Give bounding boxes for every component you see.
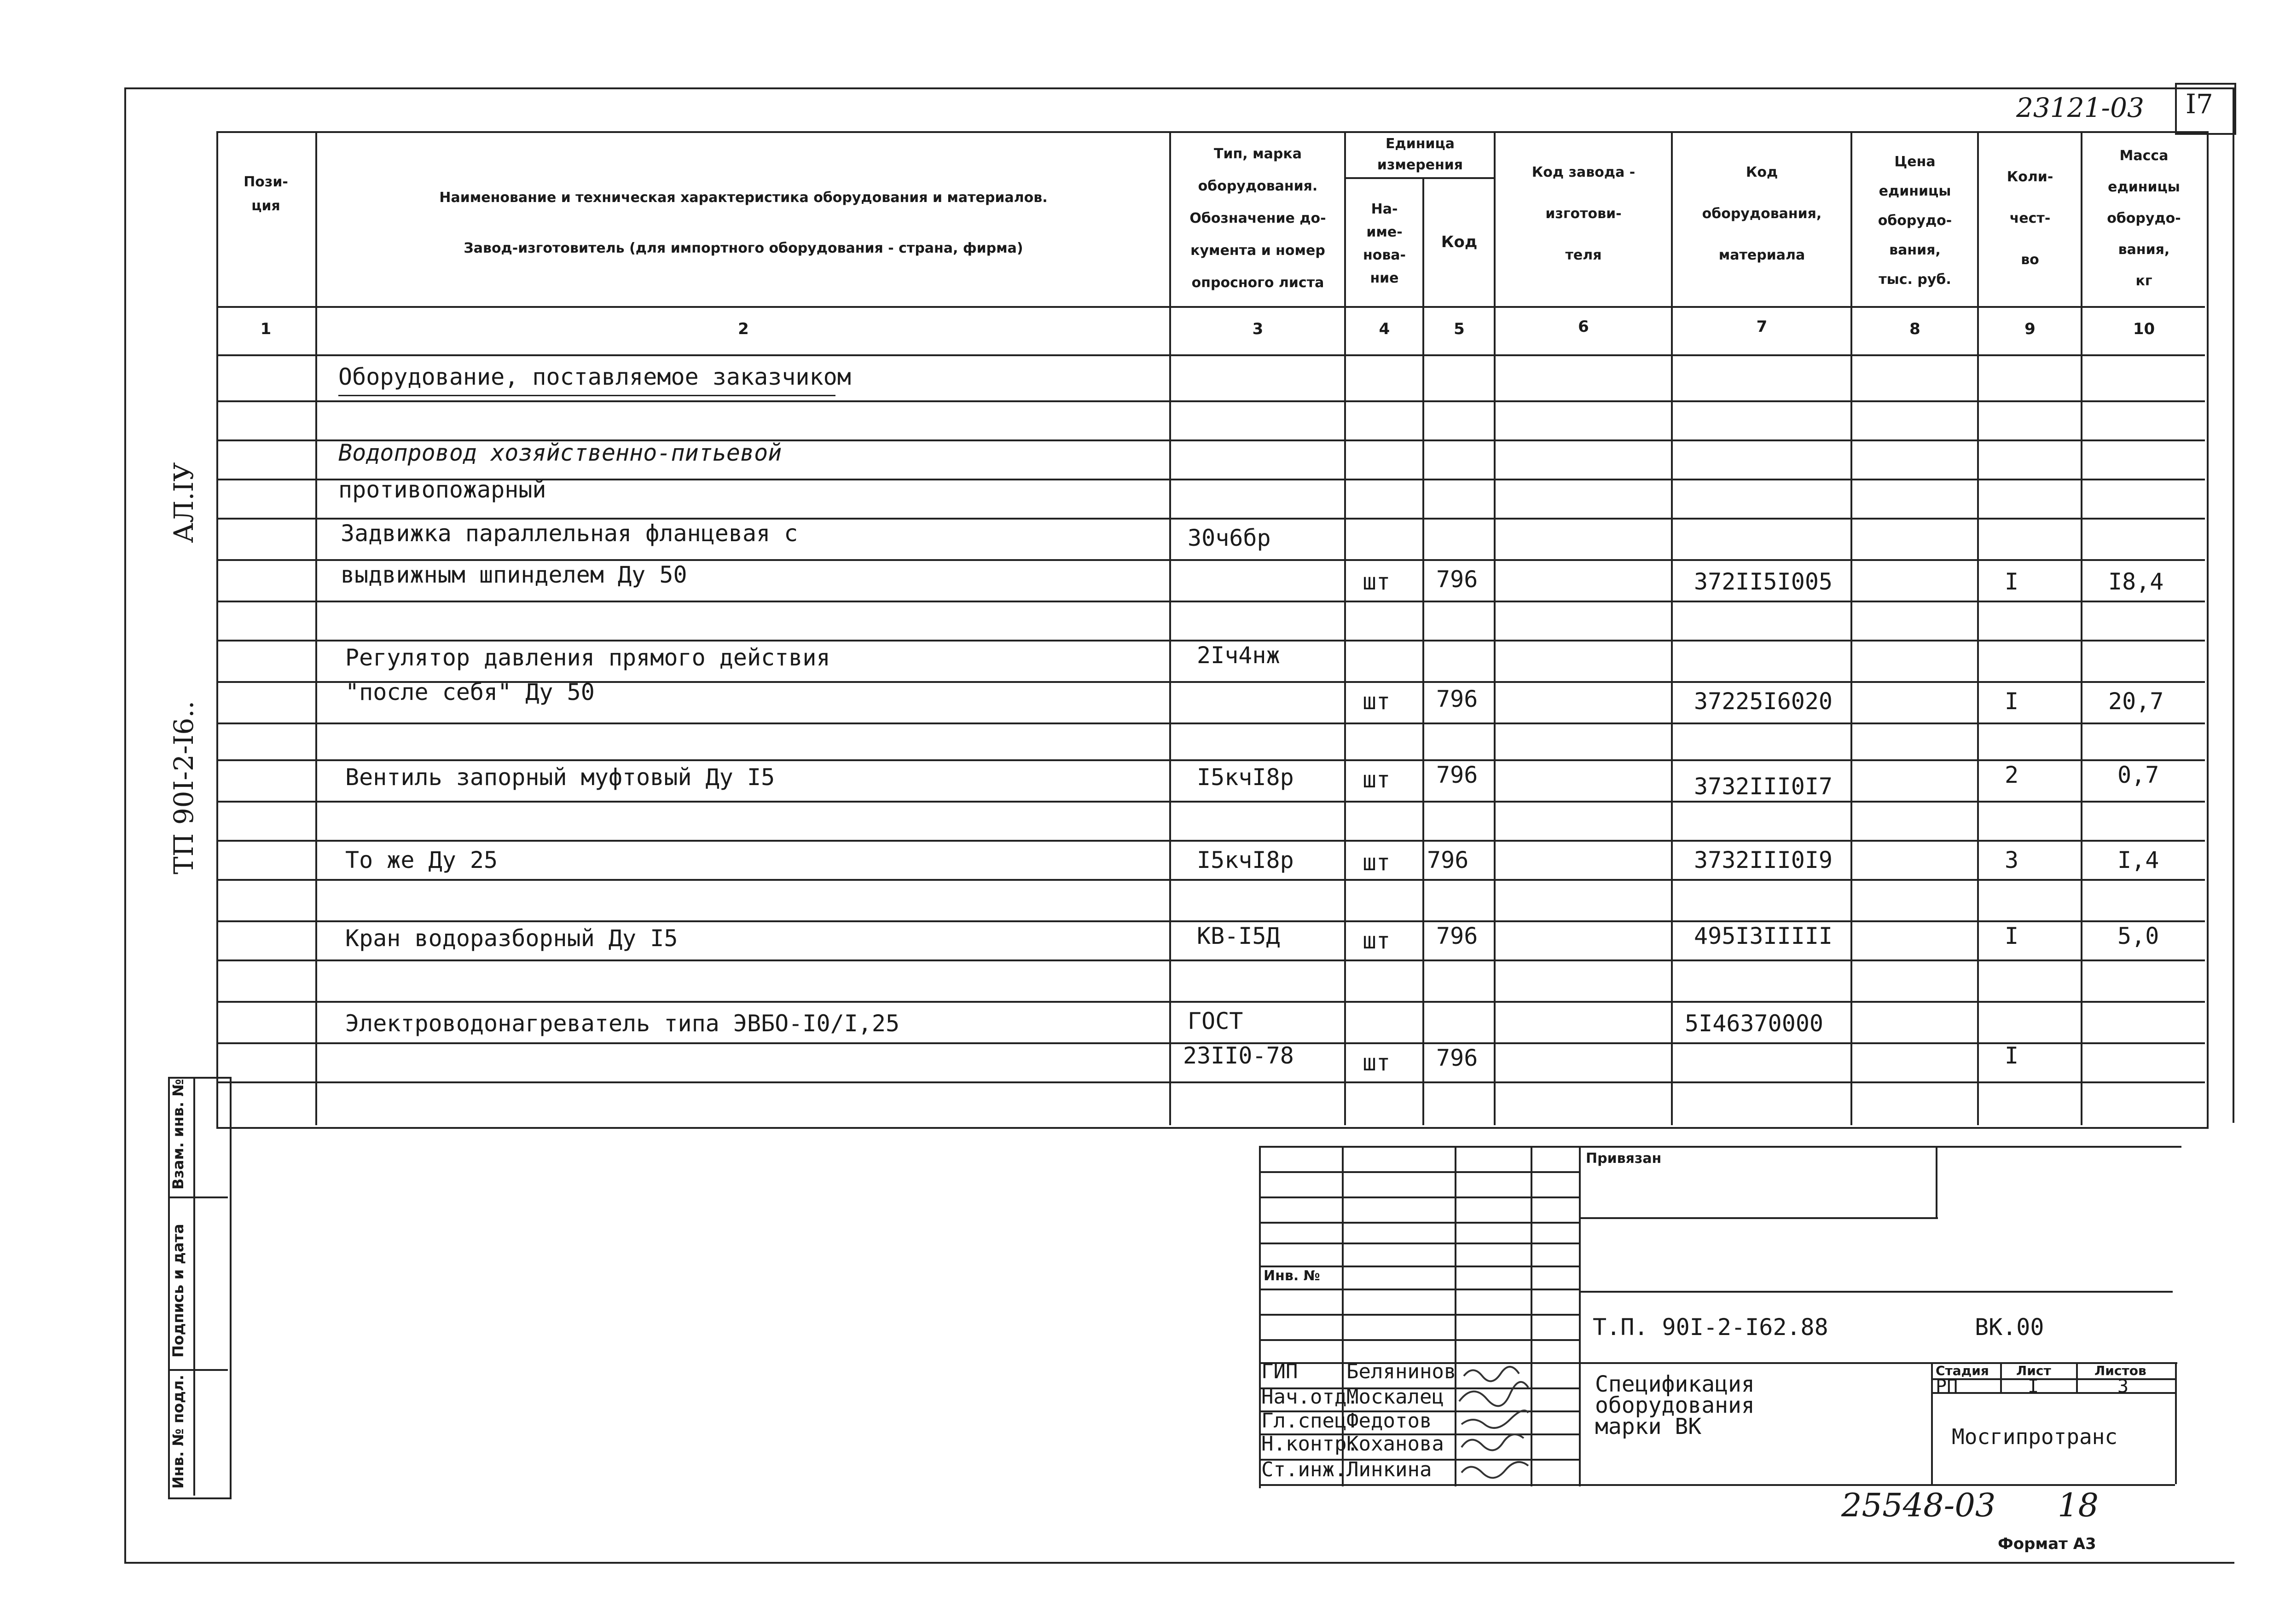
signer-role-2: Нач.отд. [1261, 1385, 1359, 1409]
item-type: 23II0-78 [1183, 1042, 1294, 1069]
item-unit-code: 796 [1436, 686, 1478, 712]
row-line-11 [216, 801, 2205, 803]
header-material-l3: материала [1718, 247, 1805, 263]
header-mass-l3: оборудо- [2107, 210, 2181, 226]
item-unit: шт [1363, 568, 1391, 595]
item-type: ГОСТ [1188, 1008, 1243, 1035]
item-material-code: 3732III0I7 [1694, 773, 1833, 800]
tb-col-4 [1579, 1146, 1581, 1486]
col-line-7 [1850, 131, 1852, 1125]
side-project: ТП 90I-2-I6.. [168, 700, 199, 874]
header-type-l2: оборудования. [1198, 178, 1318, 194]
organization: Мосгипротранс [1952, 1424, 2118, 1449]
item-unit-code: 796 [1436, 762, 1478, 788]
signer-name-2: Москалец [1346, 1385, 1444, 1409]
header-price [1853, 147, 1977, 295]
header-unit-name-l1: На- [1371, 201, 1398, 217]
item-qty: I [2005, 568, 2019, 595]
tb-stage-right [2175, 1362, 2177, 1484]
designation: Т.П. 90I-2-I62.88 [1593, 1314, 1828, 1341]
signer-name-1: Белянинов [1346, 1360, 1456, 1383]
col-line-9 [2081, 131, 2082, 1125]
item-name: Регулятор давления прямого действия [345, 644, 830, 671]
tb-stage-bottom [1931, 1392, 2175, 1394]
item-material-code: 37225I6020 [1694, 688, 1833, 715]
header-mass-l4: вания, [2118, 242, 2170, 258]
tb-right-vsplit [1936, 1146, 1937, 1217]
signer-role-3: Гл.спец. [1261, 1409, 1359, 1433]
header-type-l3: Обозначение до- [1189, 210, 1326, 226]
tb-row-4 [1259, 1243, 1579, 1244]
header-type-l4: кумента и номер [1190, 243, 1325, 259]
sheet-number: I7 [2186, 88, 2213, 120]
doc-title-l3: марки ВК [1595, 1414, 1702, 1439]
unit-header-divider [1344, 177, 1494, 179]
item-mass: 0,7 [2117, 762, 2159, 788]
tb-right-line-2 [1579, 1291, 2173, 1293]
header-material-code [1673, 152, 1850, 276]
row-line-18 [216, 1081, 2205, 1083]
item-qty: I [2005, 1042, 2019, 1069]
header-price-l4: вания, [1889, 242, 1941, 258]
col-line-6 [1671, 131, 1673, 1125]
item-type: I5кчI8р [1197, 764, 1294, 791]
header-maker-l2: изготови- [1545, 206, 1622, 222]
header-qty-l3: во [2021, 252, 2039, 268]
colnum-2: 2 [738, 320, 749, 338]
signer-role-4: Н.контр. [1261, 1432, 1359, 1456]
header-mass-l2: единицы [2108, 179, 2180, 195]
tb-row-5 [1259, 1266, 1579, 1267]
header-position-l2: ция [251, 198, 280, 214]
signer-name-3: Федотов [1346, 1409, 1432, 1433]
header-name-l1: Наименование и техническая характеристика оборудования и материалов. [439, 190, 1048, 206]
item-material-code: 5I46370000 [1685, 1010, 1824, 1037]
colnum-8: 8 [1909, 320, 1920, 338]
item-name: "после себя" Ду 50 [345, 679, 595, 705]
header-type [1172, 138, 1344, 299]
row-line-15 [216, 959, 2205, 961]
colnum-1: 1 [260, 320, 272, 338]
header-qty [1979, 156, 2081, 281]
tb-row-1 [1259, 1171, 1579, 1173]
item-unit-code: 796 [1427, 847, 1469, 873]
signatures [1455, 1362, 1533, 1484]
header-mass-l1: Масса [2119, 148, 2169, 164]
sheet-label: Лист [2016, 1363, 2051, 1378]
colnum-4: 4 [1379, 320, 1390, 338]
header-position-l1: Пози- [244, 174, 288, 190]
header-price-l2: единицы [1879, 183, 1951, 199]
left-margin-inv-orig: Инв. № подл. [169, 1375, 187, 1489]
colnum-7: 7 [1756, 318, 1768, 336]
page-number: 18 [2058, 1486, 2099, 1524]
header-qty-l2: чест- [2009, 210, 2051, 226]
item-mass: I,4 [2117, 847, 2159, 873]
left-margin-line-2 [168, 1369, 228, 1371]
header-bottom [216, 306, 2205, 308]
header-type-l1: Тип, марка [1214, 146, 1302, 162]
tb-row-2 [1259, 1196, 1579, 1198]
item-name: То же Ду 25 [345, 847, 498, 873]
subsection-title: Водопровод хозяйственно-питьевой [338, 439, 782, 466]
item-qty: I [2005, 923, 2019, 949]
item-name: выдвижным шпинделем Ду 50 [341, 561, 687, 588]
stamp-number: 25548-03 [1841, 1486, 1996, 1524]
left-margin-replace-inv: Взам. инв. № [169, 1079, 187, 1190]
header-price-l1: Цена [1894, 154, 1936, 170]
subsection-title-cont: противопожарный [338, 476, 546, 503]
header-price-l5: тыс. руб. [1879, 272, 1951, 288]
item-mass: I8,4 [2108, 568, 2164, 595]
tb-stage-left [1931, 1362, 1933, 1484]
header-unit-name-l3: нова- [1363, 247, 1406, 263]
colnum-10: 10 [2133, 320, 2155, 338]
item-qty: 3 [2005, 847, 2019, 873]
signer-name-4: Коханова [1346, 1432, 1444, 1456]
header-price-l3: оборудо- [1878, 213, 1952, 229]
item-name: Вентиль запорный муфтовый Ду I5 [345, 764, 775, 791]
item-unit: шт [1363, 766, 1391, 793]
header-name-l2: Завод-изготовитель (для импортного оборудования - страна, фирма) [464, 240, 1023, 256]
header-unit-code: Код [1441, 233, 1478, 251]
header-maker-l1: Код завода - [1531, 164, 1636, 180]
left-margin-inner [193, 1077, 195, 1496]
header-material-l2: оборудования, [1702, 206, 1822, 222]
header-maker-code [1496, 152, 1671, 276]
row-line-6 [216, 601, 2205, 602]
item-type: I5кчI8р [1197, 847, 1294, 873]
row-line-13 [216, 879, 2205, 881]
sheets-label: Листов [2094, 1363, 2146, 1378]
colnum-6: 6 [1578, 318, 1589, 336]
colnum-9: 9 [2024, 320, 2036, 338]
sheets-value: 3 [2117, 1376, 2129, 1397]
col-line-1 [315, 131, 317, 1125]
doc-title-l1: Спецификация [1595, 1371, 1755, 1397]
item-unit: шт [1363, 1049, 1391, 1076]
row-line-1 [216, 400, 2205, 402]
doc-title-l2: оборудования [1595, 1393, 1755, 1418]
tb-row-3 [1259, 1222, 1579, 1224]
tb-row-6 [1259, 1289, 1579, 1290]
row-line-16 [216, 1001, 2205, 1003]
row-line-4 [216, 518, 2205, 520]
item-name: Кран водоразборный Ду I5 [345, 925, 678, 952]
archive-number: 23121-03 [2016, 92, 2144, 123]
side-series: АЛ.IУ [168, 462, 199, 543]
signer-name-5: Линкина [1346, 1458, 1432, 1481]
header-unit-name-l4: ние [1370, 270, 1399, 286]
col-line-2 [1169, 131, 1171, 1125]
tb-stage-split-2 [2076, 1362, 2078, 1392]
tb-right-line-1 [1579, 1217, 1938, 1219]
section-heading-underline [338, 395, 835, 396]
col-line-8 [1977, 131, 1979, 1125]
header-name [318, 173, 1169, 274]
header-unit-name [1346, 198, 1422, 290]
header-mass-l5: кг [2135, 273, 2152, 289]
tb-right-line-3 [1579, 1362, 2177, 1364]
item-mass: 5,0 [2117, 923, 2159, 949]
row-line-5 [216, 559, 2205, 561]
tb-row-14 [1259, 1484, 2175, 1486]
attached-label: Привязан [1586, 1150, 1662, 1167]
doc-mark: ВК.00 [1975, 1314, 2044, 1341]
header-material-l1: Код [1746, 164, 1778, 180]
header-mass [2083, 140, 2205, 297]
row-line-7 [216, 640, 2205, 642]
item-type: КВ-I5Д [1197, 923, 1280, 949]
item-unit-code: 796 [1436, 566, 1478, 593]
item-unit: шт [1363, 688, 1391, 715]
item-unit: шт [1363, 849, 1391, 876]
item-type: 2Iч4нж [1197, 642, 1280, 669]
col-line-4 [1422, 177, 1424, 1125]
col-line-5 [1494, 131, 1496, 1125]
doc-title [1595, 1371, 1755, 1439]
header-position [216, 170, 315, 218]
row-line-10 [216, 759, 2205, 761]
tb-stage-mid [1931, 1378, 2175, 1380]
item-material-code: 495I3IIIII [1694, 923, 1833, 949]
item-mass: 20,7 [2108, 688, 2164, 715]
numbers-bottom [216, 354, 2205, 356]
section-heading: Оборудование, поставляемое заказчиком [338, 364, 851, 390]
left-margin-sign-date: Подпись и дата [169, 1224, 187, 1358]
item-material-code: 372II5I005 [1694, 568, 1833, 595]
item-unit-code: 796 [1436, 1045, 1478, 1071]
row-line-9 [216, 722, 2205, 724]
sheet-frame-right [2233, 87, 2234, 1123]
header-maker-l3: теля [1565, 247, 1602, 263]
header-unit-l1: Единица [1386, 136, 1455, 152]
item-unit: шт [1363, 927, 1391, 954]
item-material-code: 3732III0I9 [1694, 847, 1833, 873]
inv-label: Инв. № [1264, 1268, 1320, 1284]
header-unit-group [1346, 133, 1494, 176]
stage-value: РП [1936, 1376, 1958, 1397]
tb-row-8 [1259, 1339, 1579, 1341]
row-line-12 [216, 840, 2205, 842]
item-qty: I [2005, 688, 2019, 715]
left-margin-line-1 [168, 1196, 228, 1198]
item-type: 30ч6бр [1188, 525, 1271, 551]
header-qty-l1: Коли- [2007, 169, 2053, 185]
tb-row-7 [1259, 1314, 1579, 1316]
item-qty: 2 [2005, 762, 2019, 788]
item-name: Задвижка параллельная фланцевая с [341, 520, 798, 547]
format-label: Формат А3 [1998, 1535, 2096, 1553]
stage-label: Стадия [1936, 1363, 1989, 1378]
header-type-l5: опросного листа [1191, 275, 1324, 291]
header-unit-l2: измерения [1377, 157, 1463, 173]
col-line-3 [1344, 131, 1346, 1125]
colnum-5: 5 [1454, 320, 1465, 338]
item-name: Электроводонагреватель типа ЭВБО-I0/I,25 [345, 1010, 900, 1037]
tb-stage-split-1 [2000, 1362, 2002, 1392]
colnum-3: 3 [1252, 320, 1264, 338]
signer-role-5: Ст.инж. [1261, 1458, 1347, 1481]
item-unit-code: 796 [1436, 923, 1478, 949]
signer-role-1: ГИП [1261, 1360, 1298, 1383]
row-line-14 [216, 920, 2205, 922]
sheet-value: I [2028, 1376, 2039, 1397]
header-unit-name-l2: име- [1366, 224, 1403, 240]
